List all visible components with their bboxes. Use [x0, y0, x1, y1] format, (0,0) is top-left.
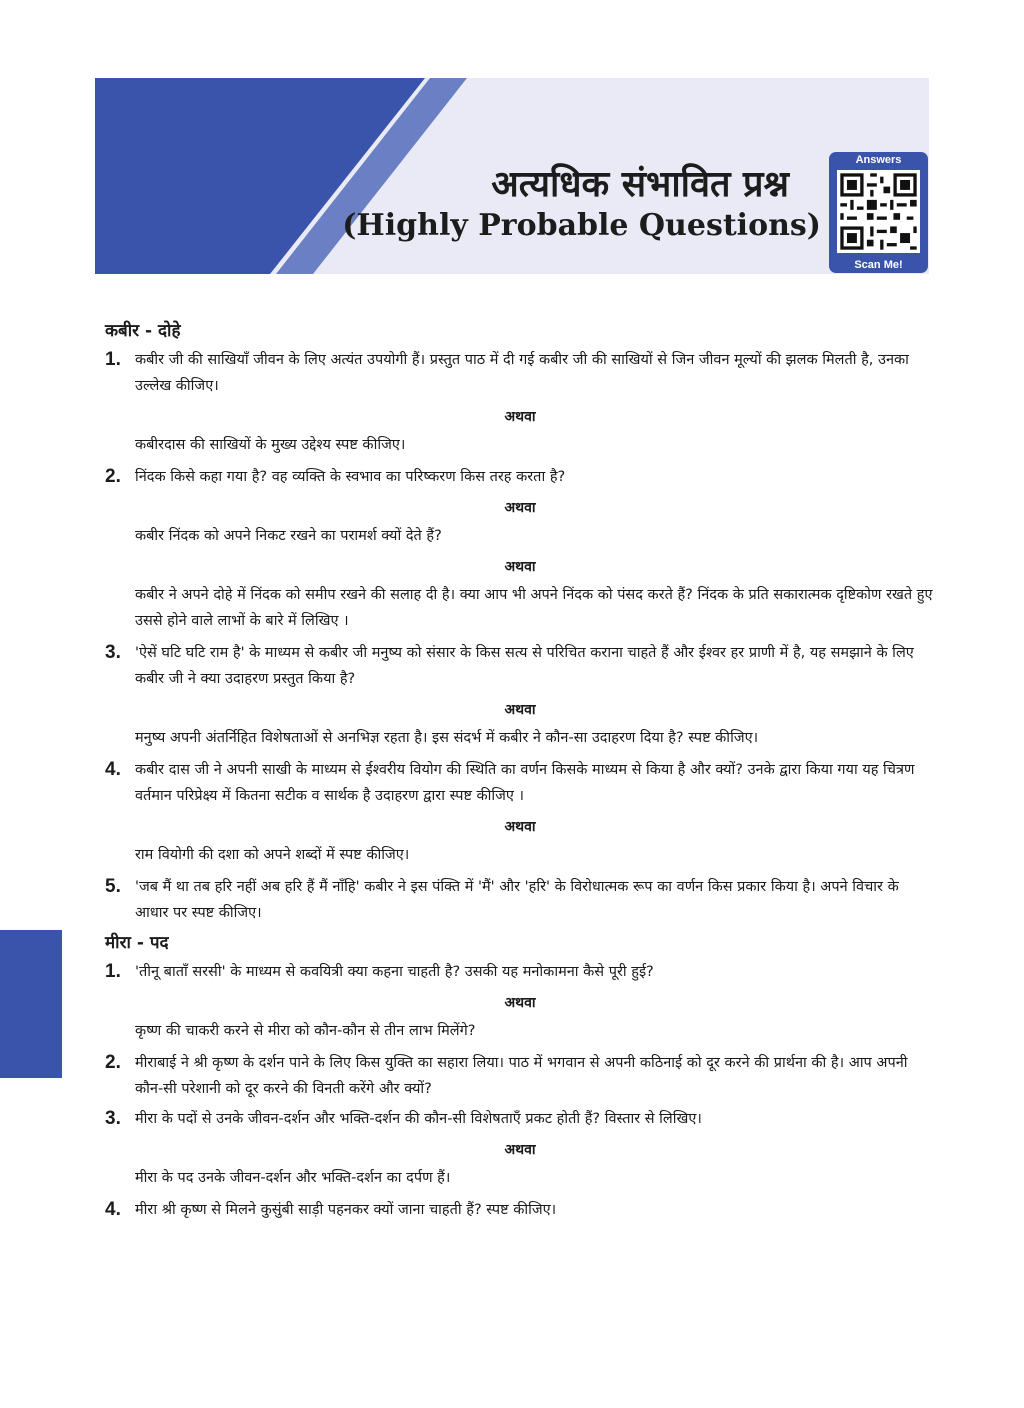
question-item	[105, 1106, 935, 1132]
section-title-kabir: कबीर - दोहे	[105, 321, 181, 341]
qr-code-icon	[837, 170, 920, 253]
question-number: 4.	[105, 759, 121, 780]
question-number: 3.	[105, 642, 121, 663]
question-item	[105, 347, 935, 399]
or-label: अथवा	[504, 409, 536, 425]
question-text: मीराबाई ने श्री कृष्ण के दर्शन पाने के लिए किस युक्ति का सहारा लिया। पाठ में भगवान से अपनी कठिनाई को दूर करने की प्रार्थना की है। आप अपनी कौन-सी परेशानी को दूर करने की विनती करेंगे और क्यों?	[135, 1055, 908, 1097]
qr-label-top: Answers	[855, 154, 902, 166]
question-text: 'जब मैं था तब हरि नहीं अब हरि हैं मैं नाँहि' कबीर ने इस पंक्ति में 'मैं' और 'हरि' के विरोधात्मक रूप का वर्णन किस प्रकार किया है। अपने विचार के आधार पर स्पष्ट कीजिए।	[135, 879, 899, 921]
section-title-meera: मीरा - पद	[105, 933, 169, 953]
question-text: कबीर जी की साखियाँ जीवन के लिए अत्यंत उपयोगी हैं। प्रस्तुत पाठ में दी गई कबीर जी की साखियों से जिन जीवन मूल्यों की झलक मिलती है, उनका उल्लेख कीजिए।	[135, 352, 909, 394]
or-label: अथवा	[504, 819, 536, 835]
question-number: 4.	[105, 1199, 121, 1220]
question-item	[105, 959, 935, 985]
page-title-english: (Highly Probable Questions)	[342, 208, 821, 243]
question-text: निंदक किसे कहा गया है? वह व्यक्ति के स्वभाव का परिष्करण किस तरह करता है?	[135, 469, 566, 485]
question-text: कबीर दास जी ने अपनी साखी के माध्यम से ईश्वरीय वियोग की स्थिति का वर्णन किसके माध्यम से किया है और क्यों? उनके द्वारा किया गया यह चित्रण वर्तमान परिप्रेक्ष्य में कितना सटीक व सार्थक है उदाहरण द्वारा स्पष्ट कीजिए ।	[135, 762, 915, 804]
question-number: 2.	[105, 1052, 121, 1073]
qr-answers-box[interactable]	[829, 152, 928, 273]
alternative-question: कृष्ण की चाकरी करने से मीरा को कौन-कौन से तीन लाभ मिलेंगे?	[135, 1023, 476, 1039]
question-number: 1.	[105, 961, 121, 982]
question-number: 2.	[105, 466, 121, 487]
alternative-question: कबीरदास की साखियों के मुख्य उद्देश्य स्पष्ट कीजिए।	[135, 437, 406, 453]
question-item	[105, 757, 935, 809]
side-tab-marker	[0, 930, 62, 1078]
question-number: 5.	[105, 876, 121, 897]
header-banner	[95, 78, 929, 274]
question-item	[105, 464, 935, 490]
questions-content	[105, 318, 935, 1223]
alternative-question: मनुष्य अपनी अंतर्निहित विशेषताओं से अनभिज्ञ रहता है। इस संदर्भ में कबीर ने कौन-सा उदाहरण दिया है? स्पष्ट कीजिए।	[135, 730, 759, 746]
question-number: 3.	[105, 1108, 121, 1129]
question-item	[105, 874, 935, 926]
or-label: अथवा	[504, 702, 536, 718]
question-item	[105, 1197, 935, 1223]
question-text: मीरा के पदों से उनके जीवन-दर्शन और भक्ति-दर्शन की कौन-सी विशेषताएँ प्रकट होती हैं? विस्तार से लिखिए।	[135, 1111, 702, 1127]
or-label: अथवा	[504, 1142, 536, 1158]
question-text: 'ऐसें घटि घटि राम है' के माध्यम से कबीर जी मनुष्य को संसार के किस सत्य से परिचित कराना चाहते हैं और ईश्वर हर प्राणी में है, यह समझाने के लिए कबीर जी ने क्या उदाहरण प्रस्तुत किया है?	[135, 645, 914, 687]
question-text: 'तीनू बाताँ सरसी' के माध्यम से कवयित्री क्या कहना चाहती है? उसकी यह मनोकामना कैसे पूरी हुई?	[135, 964, 654, 980]
question-item	[105, 1050, 935, 1102]
alternative-question: राम वियोगी की दशा को अपने शब्दों में स्पष्ट कीजिए।	[135, 847, 410, 863]
or-label: अथवा	[504, 500, 536, 516]
qr-label-bottom: Scan Me!	[854, 259, 903, 271]
page-title-hindi: अत्यधिक संभावित प्रश्न	[491, 164, 789, 205]
question-number: 1.	[105, 349, 121, 370]
or-label: अथवा	[504, 559, 536, 575]
question-item	[105, 640, 935, 692]
alternative-question: कबीर ने अपने दोहे में निंदक को समीप रखने की सलाह दी है। क्या आप भी अपने निंदक को पंसद करते हैं? निंदक के प्रति सकारात्मक दृष्टिकोण रखते हुए उससे होने वाले लाभों के बारे में लिखिए ।	[135, 587, 933, 629]
alternative-question: कबीर निंदक को अपने निकट रखने का परामर्श क्यों देते हैं?	[135, 528, 442, 544]
alternative-question: मीरा के पद उनके जीवन-दर्शन और भक्ति-दर्शन का दर्पण हैं।	[135, 1170, 451, 1186]
question-text: मीरा श्री कृष्ण से मिलने कुसुंबी साड़ी पहनकर क्यों जाना चाहती हैं? स्पष्ट कीजिए।	[135, 1202, 557, 1218]
or-label: अथवा	[504, 995, 536, 1011]
